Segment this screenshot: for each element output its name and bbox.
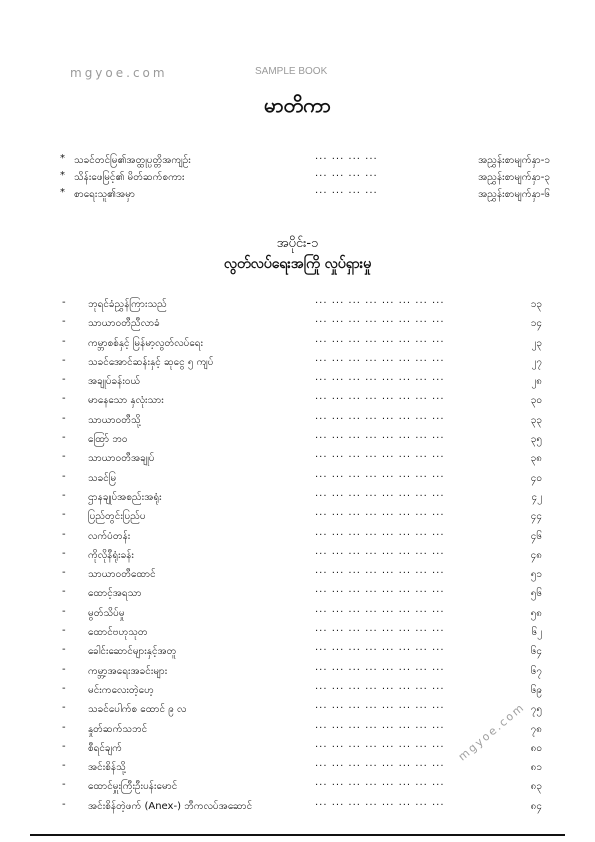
entry-label: ပြည်တွင်းပြည်ပ (88, 511, 146, 523)
entry-label: သာယာဝတီညီလာခံ (88, 318, 160, 330)
front-matter-ref: အညွှန်းစာမျက်နှာ-၆ (478, 189, 550, 200)
entry-dash: - (62, 432, 66, 444)
toc-entry (60, 352, 550, 374)
entry-page-number: ၂၇ (531, 356, 542, 368)
entry-dash: - (62, 567, 66, 579)
entry-page-number: ၃၅ (530, 434, 542, 446)
dot-leader: ... ... ... ... ... ... ... ... (315, 507, 445, 519)
toc-entry (60, 661, 550, 683)
watermark-top: mgyoe.com (70, 66, 168, 80)
entry-dash: - (62, 528, 66, 540)
toc-entry (60, 603, 550, 625)
dot-leader: ... ... ... ... ... ... ... ... (315, 372, 445, 384)
toc-entry (60, 760, 550, 779)
dot-leader: ... ... ... ... ... ... ... ... (315, 796, 445, 808)
entry-page-number: ၈၀ (530, 742, 542, 754)
dot-leader: ... ... ... ... ... ... ... ... (315, 758, 445, 770)
entry-label: သာယာဝတီထောင် (88, 569, 156, 581)
entry-dash: - (62, 682, 66, 694)
toc-entry (60, 644, 550, 663)
entry-page-number: ၇၅ (530, 704, 542, 716)
star-marker: * (60, 170, 65, 181)
entry-label: သခင်အောင်ဆန်းနှင့် ဆုငွေ ၅ ကျပ် (88, 356, 214, 368)
entry-dash: - (62, 740, 66, 752)
entry-dash: - (62, 316, 66, 328)
entry-dash: - (62, 374, 66, 386)
toc-entry (60, 526, 550, 548)
dot-leader: ... ... ... ... ... ... ... ... (315, 777, 445, 789)
entry-page-number: ၅၆ (530, 588, 542, 600)
entry-label: သာယာဝတီသို့ (88, 414, 141, 426)
page-title: မာတိကာ (264, 93, 331, 117)
toc-entry (60, 509, 550, 528)
entry-label: ဘုရင်ခံညွှန်ကြားသည် (88, 299, 167, 310)
toc-entry (60, 410, 550, 432)
entry-label: စီရင်ချက် (88, 742, 122, 754)
entry-label: နှုတ်ဆက်သဘင် (88, 723, 148, 735)
front-matter-item (60, 153, 550, 170)
dot-leader: ... ... ... ... (315, 168, 378, 179)
entry-dash: - (62, 625, 66, 637)
toc-entry (60, 468, 550, 490)
toc-entry (60, 545, 550, 567)
entry-label: ထြော် ဘဝ (88, 434, 128, 446)
entry-label: အချုပ်ခန်းဝယ် (88, 376, 141, 388)
entry-dash: - (62, 451, 66, 463)
entry-dash: - (62, 605, 66, 617)
toc-entry (60, 297, 550, 316)
part-subtitle: လွတ်လပ်ရေးအကြို လှုပ်ရှားမှု (223, 256, 372, 272)
entry-page-number: ၄၀ (530, 472, 542, 484)
dot-leader: ... ... ... ... ... ... ... ... (315, 314, 445, 326)
entry-page-number: ၅၁ (530, 569, 542, 581)
toc-entry (60, 393, 550, 412)
front-matter-list (60, 153, 550, 204)
toc-entry (60, 796, 550, 818)
entry-page-number: ၄၆ (530, 530, 542, 542)
entry-page-number: ၆၂ (531, 627, 542, 639)
entry-page-number: ၁၄ (530, 318, 542, 330)
entry-dash: - (62, 586, 66, 598)
toc-entry (60, 567, 550, 586)
toc-entry (60, 374, 550, 393)
entry-dash: - (62, 644, 66, 656)
dot-leader: ... ... ... ... ... ... ... ... (315, 449, 445, 461)
dot-leader: ... ... ... ... ... ... ... ... (315, 352, 445, 364)
dot-leader: ... ... ... ... ... ... ... ... (315, 603, 445, 615)
entry-dash: - (62, 721, 66, 733)
entry-dash: - (62, 489, 66, 501)
dot-leader: ... ... ... ... ... ... ... ... (315, 410, 445, 422)
entry-page-number: ၆၇ (530, 665, 542, 677)
entry-page-number: ၂၈ (531, 376, 542, 388)
front-matter-item (60, 170, 550, 187)
front-matter-ref: အညွှန်းစာမျက်နှာ-၁ (478, 155, 550, 166)
dot-leader: ... ... ... ... ... ... ... ... (315, 545, 445, 557)
entry-dash: - (62, 779, 66, 791)
dot-leader: ... ... ... ... ... ... ... ... (315, 391, 445, 403)
dot-leader: ... ... ... ... ... ... ... ... (315, 642, 445, 654)
entry-page-number: ၃၈ (530, 453, 542, 465)
entry-page-number: ၄၈ (530, 549, 542, 561)
front-matter-label: စာရေးသူ၏အမှာ (74, 189, 136, 200)
dot-leader: ... ... ... ... ... ... ... ... (315, 623, 445, 635)
entry-label: သခင်မြ (88, 472, 117, 484)
entry-page-number: ၂၃ (531, 337, 542, 349)
front-matter-item (60, 187, 550, 204)
toc-entry (60, 680, 550, 702)
entry-page-number: ၁၃ (530, 299, 542, 310)
entry-dash: - (62, 335, 66, 347)
entry-label: လက်ပံတန်း (88, 530, 131, 542)
entry-label: အင်းစိန်တဲ့ဖက် (Anex-) ဘီကလပ်အဆောင် (88, 800, 253, 812)
entry-page-number: ၃၀ (530, 395, 542, 407)
dot-leader: ... ... ... ... ... ... ... ... (315, 295, 445, 306)
entry-page-number: ၈၁ (530, 762, 542, 774)
entry-dash: - (62, 547, 66, 559)
watermark-diagonal: mgyoe.com (455, 700, 528, 764)
dot-leader: ... ... ... ... ... ... ... ... (315, 468, 445, 480)
entry-page-number: ၄၂ (531, 491, 542, 503)
entry-page-number: ၆၉ (530, 684, 542, 696)
entry-page-number: ၃၃ (530, 414, 542, 426)
star-marker: * (60, 187, 65, 198)
entry-label: ကမ္ဘာစစ်နှင့် မြန်မာ့လွတ်လပ်ရေး (88, 337, 204, 349)
front-matter-ref: အညွှန်းစာမျက်နှာ-၃ (478, 172, 550, 183)
entry-dash: - (62, 509, 66, 521)
dot-leader: ... ... ... ... ... ... ... ... (315, 584, 445, 596)
entry-page-number: ၄၄ (530, 511, 542, 523)
entry-label: အင်းစိန်သို့ (88, 762, 126, 774)
entry-dash: - (62, 412, 66, 424)
entry-label: မာနေသော နှလုံးသား (88, 395, 164, 407)
entry-label: ကိုလိုနီရုံးခန်း (88, 549, 134, 561)
entry-dash: - (62, 798, 66, 810)
entry-page-number: ၈၃ (530, 781, 542, 793)
toc-entry (60, 333, 550, 355)
entry-page-number: ၈၄ (530, 800, 542, 812)
dot-leader: ... ... ... ... ... ... ... ... (315, 430, 445, 442)
entry-label: ကမ္ဘာ့အရေးအခင်းများ (88, 665, 168, 677)
star-marker: * (60, 153, 65, 164)
dot-leader: ... ... ... ... ... ... ... ... (315, 719, 445, 731)
dot-leader: ... ... ... ... ... ... ... ... (315, 661, 445, 673)
front-matter-label: သခင်တင်မြ၏အတ္ထုပ္ပတ္တိအကျဉ်း (74, 155, 191, 166)
toc-entry (60, 487, 550, 509)
entry-dash: - (62, 760, 66, 772)
entry-dash: - (62, 297, 66, 308)
entry-dash: - (62, 702, 66, 714)
front-matter-label: သိန်းဖေမြင့်၏ မိတ်ဆက်စကား (74, 172, 185, 183)
toc-entry (60, 432, 550, 451)
toc-entry (60, 702, 550, 721)
dot-leader: ... ... ... ... ... ... ... ... (315, 738, 445, 750)
entry-label: သခင်ပေါက်စ ထောင် ၉ လ (88, 704, 187, 716)
entry-dash: - (62, 470, 66, 482)
dot-leader: ... ... ... ... ... ... ... ... (315, 487, 445, 499)
entry-label: မွတ်သိပ်မှု (88, 607, 125, 619)
toc-entry (60, 451, 550, 470)
sample-book-label: SAMPLE BOOK (255, 66, 328, 77)
dot-leader: ... ... ... ... ... ... ... ... (315, 680, 445, 692)
part-heading: အပိုင်း-၁ (276, 236, 319, 251)
entry-page-number: ၇၈ (530, 723, 542, 735)
toc-entry (60, 586, 550, 605)
entry-label: ဌာနချုပ်အစည်းအရုံး (88, 491, 162, 503)
entry-dash: - (62, 663, 66, 675)
dot-leader: ... ... ... ... ... ... ... ... (315, 526, 445, 538)
dot-leader: ... ... ... ... ... ... ... ... (315, 700, 445, 712)
entry-page-number: ၅၈ (530, 607, 542, 619)
bottom-rule (30, 834, 565, 836)
entry-label: မင်းကလေးတဲ့ဟေ့ (88, 684, 154, 696)
entry-dash: - (62, 393, 66, 405)
entry-dash: - (62, 354, 66, 366)
toc-entry (60, 316, 550, 335)
dot-leader: ... ... ... ... ... ... ... ... (315, 565, 445, 577)
toc-entry (60, 779, 550, 798)
entry-label: ထောင့်အရသာ (88, 588, 142, 600)
entry-page-number: ၆၄ (530, 646, 542, 658)
dot-leader: ... ... ... ... ... ... ... ... (315, 333, 445, 345)
entry-label: ထောင်မှူးကြီးဦးပန်းမောင် (88, 781, 178, 793)
toc-entry (60, 625, 550, 644)
entry-label: ခေါင်းဆောင်များနှင့်အတူ (88, 646, 177, 658)
dot-leader: ... ... ... ... (315, 185, 378, 196)
entry-label: သာယာဝတီအချုပ် (88, 453, 155, 465)
entry-label: ထောင်ဗဟုသုတ (88, 627, 148, 639)
dot-leader: ... ... ... ... (315, 151, 378, 162)
